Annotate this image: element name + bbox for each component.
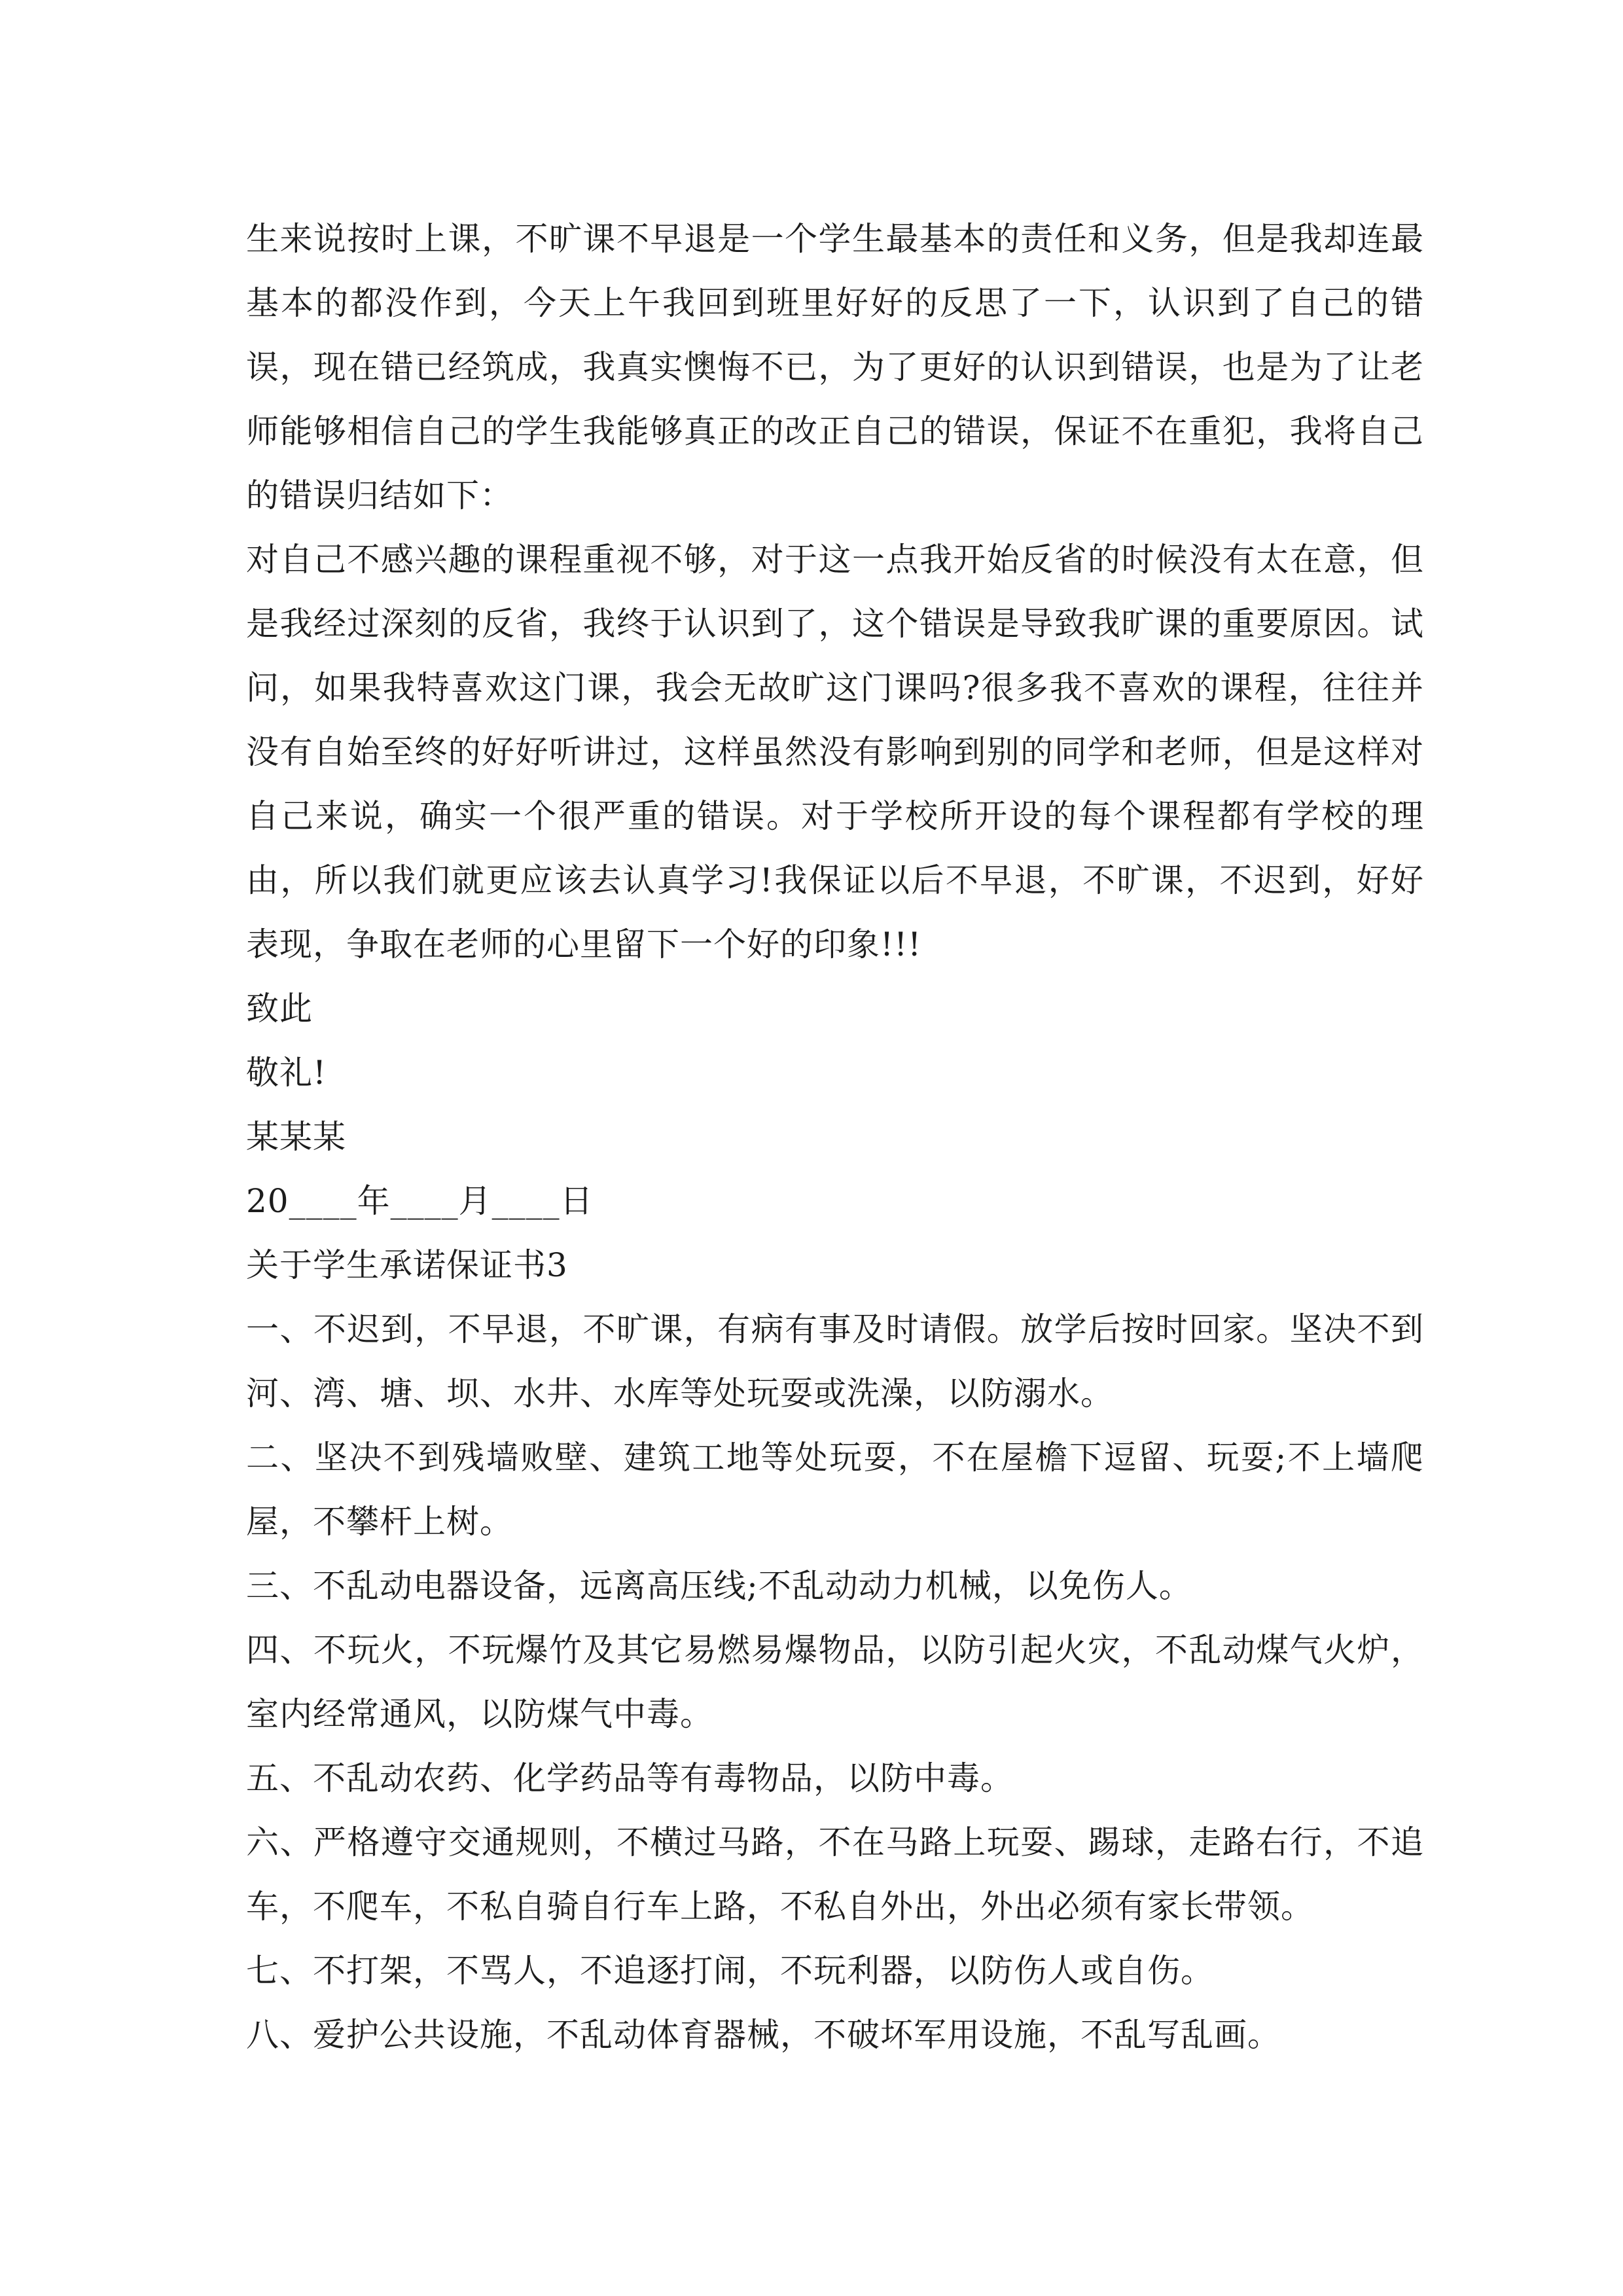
- pledge-item-7: 七、不打架，不骂人，不追逐打闹，不玩利器，以防伤人或自伤。: [246, 1952, 1214, 1990]
- letter-paragraph-2: 对自己不感兴趣的课程重视不够，对于这一点我开始反省的时候没有太在意，但是我经过深刻的反省，我终于认识到了，这个错误是导致我旷课的重要原因。试问，如果我特喜欢这门课，我会无故旷这门课吗?很多我不喜欢的课程，往往并没有自始至终的好好听讲过，这样虽然没有影响到别的同学和老师，但是这样对自己来说，确实一个很严重的错误。对于学校所开设的每个课程都有学校的理由，所以我们就更应该去认真学习!我保证以后不早退，不旷课，不迟到，好好表现，争取在老师的心里留下一个好的印象!!!: [246, 541, 1424, 963]
- pledge-item-4: 四、不玩火，不玩爆竹及其它易燃易爆物品，以防引起火灾，不乱动煤气火炉，室内经常通风，以防煤气中毒。: [246, 1631, 1424, 1733]
- pledge-item-6: 六、严格遵守交通规则，不横过马路，不在马路上玩耍、踢球，走路右行，不追车，不爬车，不私自骑自行车上路，不私自外出，外出必须有家长带领。: [246, 1823, 1424, 1926]
- pledge-item-1: 一、不迟到，不早退，不旷课，有病有事及时请假。放学后按时回家。坚决不到河、湾、塘、坝、水井、水库等处玩耍或洗澡，以防溺水。: [246, 1310, 1424, 1412]
- pledge-item-5: 五、不乱动农药、化学药品等有毒物品，以防中毒。: [246, 1759, 1014, 1797]
- document-body: [246, 207, 1424, 2067]
- pledge-item-3: 三、不乱动电器设备，远离高压线;不乱动动力机械，以免伤人。: [246, 1567, 1192, 1605]
- letter-date: 20____年____月____日: [246, 1182, 594, 1220]
- section-title: 关于学生承诺保证书3: [246, 1246, 568, 1284]
- letter-paragraph-1: 生来说按时上课，不旷课不早退是一个学生最基本的责任和义务，但是我却连最基本的都没作到，今天上午我回到班里好好的反思了一下，认识到了自己的错误，现在错已经筑成，我真实懊悔不已，为了更好的认识到错误，也是为了让老师能够相信自己的学生我能够真正的改正自己的错误，保证不在重犯，我将自己的错误归结如下：: [246, 220, 1424, 514]
- letter-salute: 敬礼!: [246, 1054, 327, 1092]
- letter-signature: 某某某: [246, 1118, 346, 1156]
- letter-closing: 致此: [246, 990, 313, 1028]
- pledge-item-8: 八、爱护公共设施，不乱动体育器械，不破坏军用设施，不乱写乱画。: [246, 2016, 1281, 2054]
- pledge-item-2: 二、坚决不到残墙败壁、建筑工地等处玩耍，不在屋檐下逗留、玩耍;不上墙爬屋，不攀杆上树。: [246, 1439, 1424, 1541]
